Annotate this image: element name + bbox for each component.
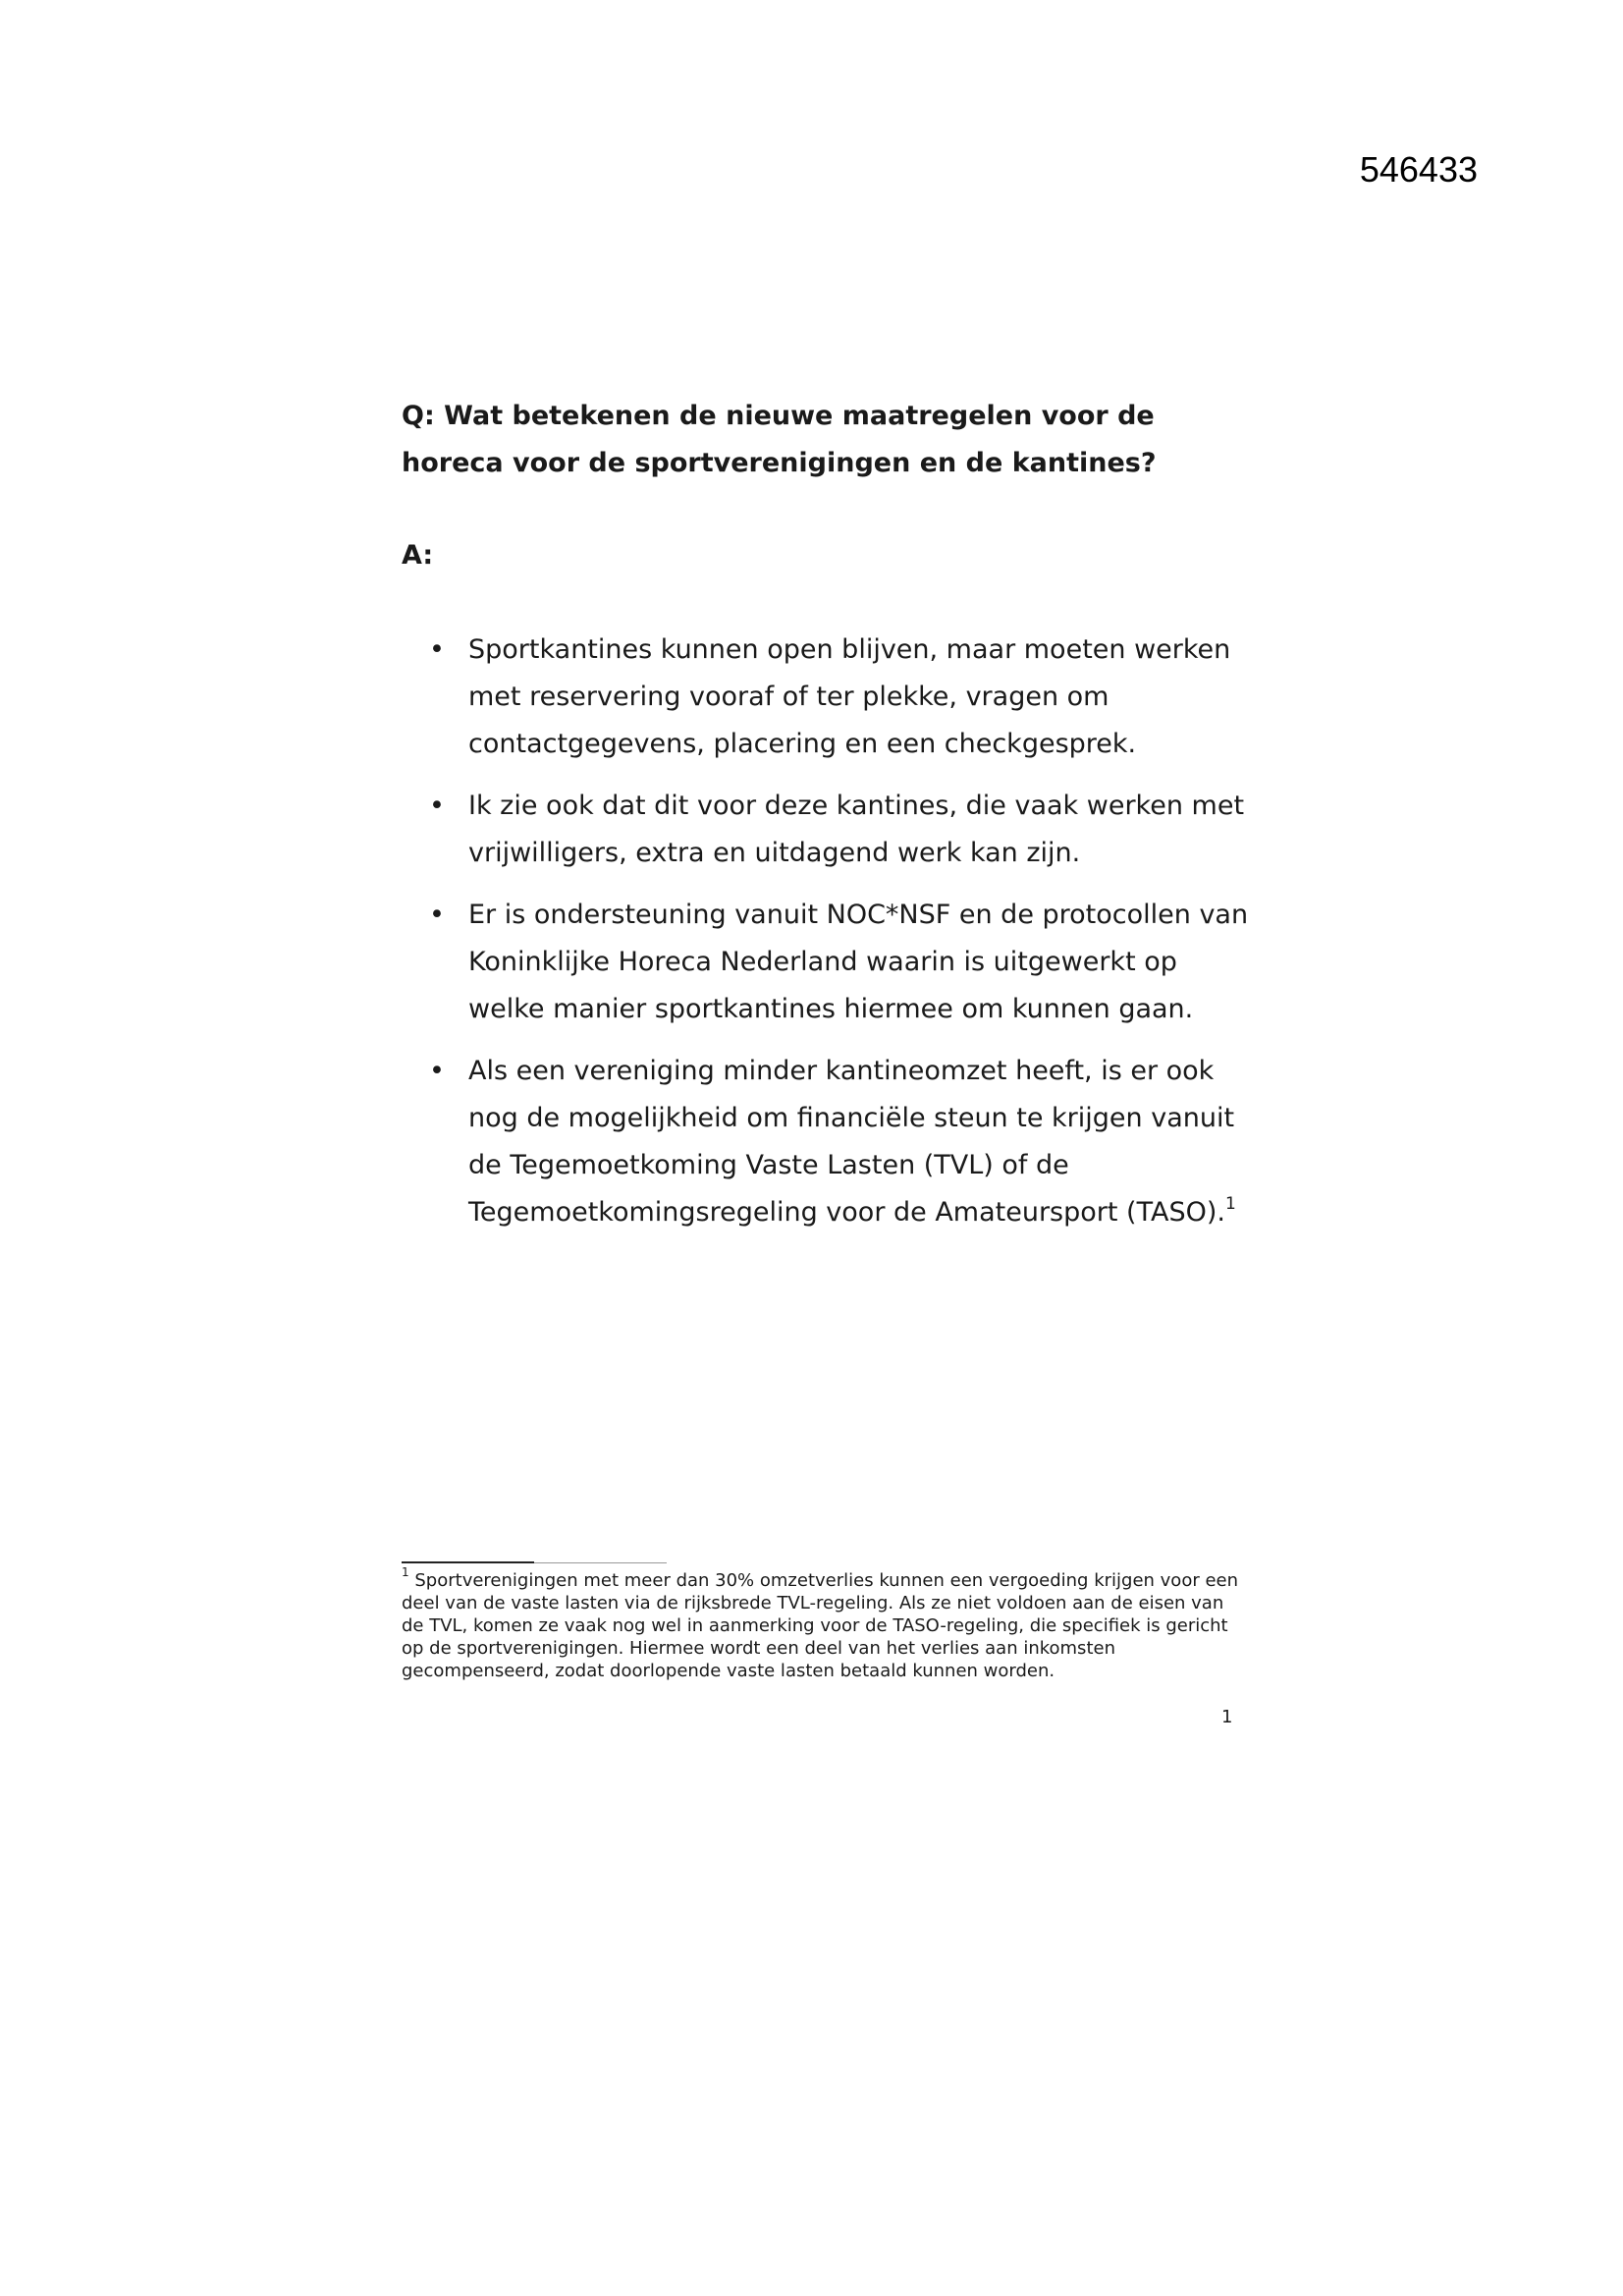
answer-item xyxy=(402,892,1254,1033)
page-number: 1 xyxy=(1221,1707,1233,1727)
footnote-separator xyxy=(402,1562,667,1563)
bullet-icon: • xyxy=(429,791,445,821)
answer-item-text: Ik zie ook dat dit voor deze kantines, die vaak werken met vrijwilligers, extra en uitdagend werk kan zijn. xyxy=(468,791,1245,868)
answer-label: A: xyxy=(402,540,434,571)
bullet-icon: • xyxy=(429,634,445,665)
document-id: 546433 xyxy=(1359,149,1478,190)
answer-item xyxy=(402,1048,1254,1236)
answer-list xyxy=(402,627,1249,1236)
question-heading: Q: Wat betekenen de nieuwe maatregelen voor de horeca voor de sportverenigingen en de kantines? xyxy=(402,401,1157,478)
footnote-separator-accent xyxy=(402,1561,534,1563)
answer-item-text: Sportkantines kunnen open blijven, maar moeten werken met reservering vooraf of ter plekke, vragen om contactgegevens, placering en een checkgesprek. xyxy=(468,634,1231,759)
answer-item-text: Er is ondersteuning vanuit NOC*NSF en de protocollen van Koninklijke Horeca Nederland waarin is uitgewerkt op welke manier sportkantines hiermee om kunnen gaan. xyxy=(468,900,1249,1024)
document-body xyxy=(402,393,1249,1251)
footnote-reference[interactable]: 1 xyxy=(1224,1194,1236,1214)
footnote-text: Sportverenigingen met meer dan 30% omzetverlies kunnen een vergoeding krijgen voor een deel van de vaste lasten via de rijksbrede TVL-regeling. Als ze niet voldoen aan de eisen van de TVL, komen ze vaak nog wel in aanmerking voor de TASO-regeling, die specifiek is gericht op de sportverenigingen. Hiermee wordt een deel van het verlies aan inkomsten gecompenseerd, zodat doorlopende vaste lasten betaald kunnen worden. xyxy=(402,1570,1239,1681)
bullet-icon: • xyxy=(429,1056,445,1086)
answer-item xyxy=(402,627,1254,768)
footnote xyxy=(402,1565,1246,1682)
answer-item xyxy=(402,783,1254,877)
bullet-icon: • xyxy=(429,900,445,930)
answer-item-text: Als een vereniging minder kantineomzet heeft, is er ook nog de mogelijkheid om financiële steun te krijgen vanuit de Tegemoetkoming Vaste Lasten (TVL) of de Tegemoetkomingsregeling voor de Amateursport (TASO). xyxy=(468,1056,1235,1228)
footnote-marker: 1 xyxy=(402,1565,409,1579)
